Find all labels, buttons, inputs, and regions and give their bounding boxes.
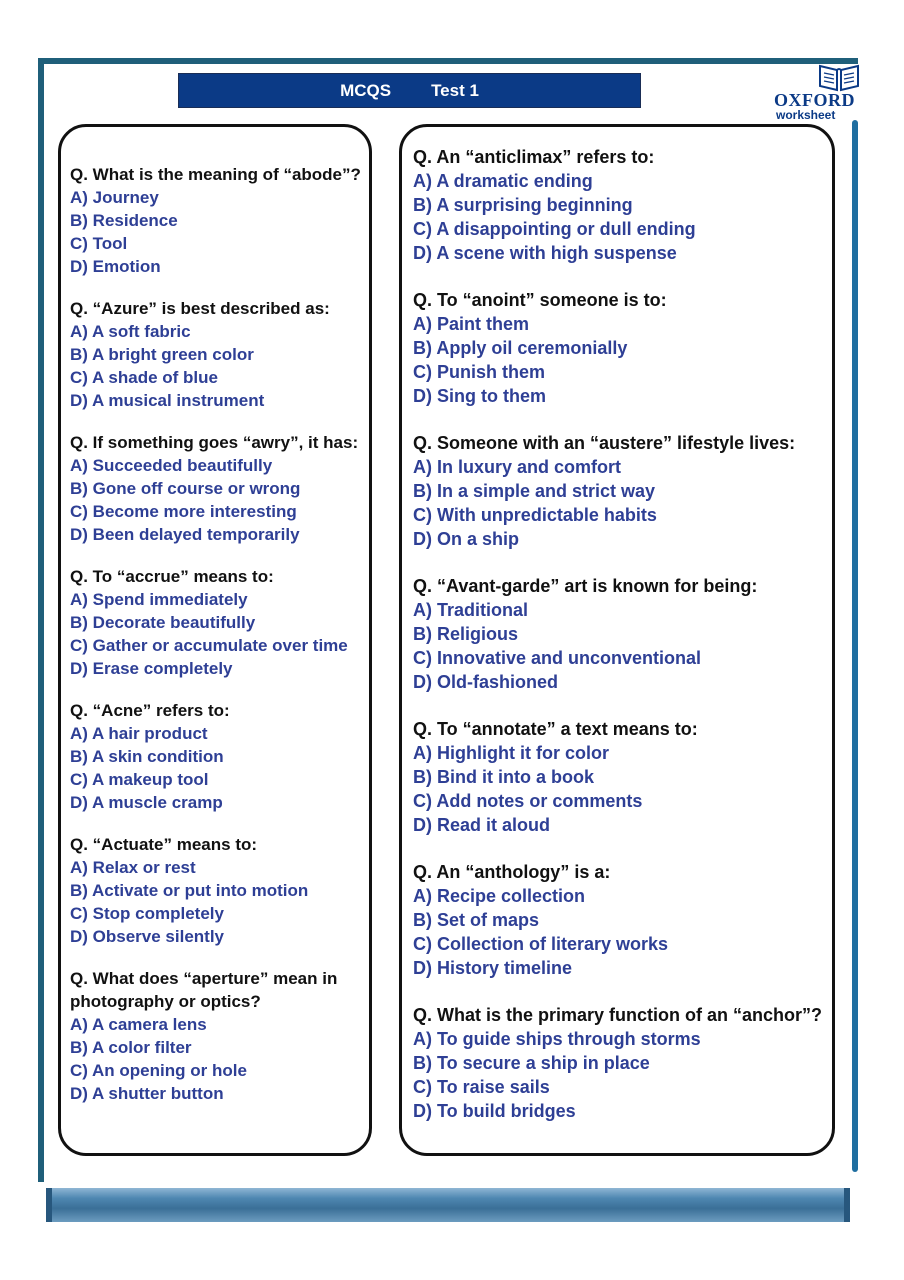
frame-top-border: [38, 58, 858, 64]
answer-option: C) A disappointing or dull ending: [413, 219, 696, 239]
question-block: [413, 288, 832, 408]
answer-option: B) Activate or put into motion: [70, 881, 309, 900]
answer-option: C) Tool: [70, 234, 128, 253]
answer-option: D) Read it aloud: [413, 815, 551, 835]
answer-option: C) An opening or hole: [70, 1061, 247, 1080]
answer-option: C) Gather or accumulate over time: [70, 636, 348, 655]
question-text: Q. What is the meaning of “abode”?: [70, 165, 361, 184]
question-text: Q. To “accrue” means to:: [70, 567, 274, 586]
answer-option: B) A skin condition: [70, 747, 224, 766]
frame-right-border: [852, 120, 858, 1172]
question-block: [70, 967, 369, 1105]
question-text: Q. “Actuate” means to:: [70, 835, 258, 854]
answer-option: D) A musical instrument: [70, 391, 265, 410]
title-mcqs: MCQS: [340, 80, 392, 100]
answer-option: B) Set of maps: [413, 910, 540, 930]
question-block: [70, 699, 369, 814]
answer-option: D) To build bridges: [413, 1101, 576, 1121]
title-test: Test 1: [431, 80, 479, 100]
answer-option: B) A color filter: [70, 1038, 192, 1057]
answer-option: D) Old-fashioned: [413, 672, 558, 692]
left-question-panel: [58, 124, 372, 1156]
footer-decorative-bar: [46, 1188, 850, 1222]
answer-option: B) Decorate beautifully: [70, 613, 256, 632]
question-text: Q. “Avant-garde” art is known for being:: [413, 576, 758, 596]
answer-option: D) A scene with high suspense: [413, 243, 677, 263]
answer-option: A) Traditional: [413, 600, 529, 620]
answer-option: A) Paint them: [413, 314, 530, 334]
answer-option: C) Stop completely: [70, 904, 224, 923]
question-block: [413, 717, 832, 837]
question-block: [70, 163, 369, 278]
question-text: Q. To “anoint” someone is to:: [413, 290, 667, 310]
answer-option: A) A hair product: [70, 724, 208, 743]
answer-option: A) Highlight it for color: [413, 743, 609, 763]
question-block: [413, 431, 832, 551]
question-text: Q. What is the primary function of an “anchor”?: [413, 1005, 823, 1025]
answer-option: B) To secure a ship in place: [413, 1053, 650, 1073]
answer-option: A) A camera lens: [70, 1015, 207, 1034]
question-block: [413, 145, 832, 265]
question-block: [70, 565, 369, 680]
answer-option: C) A shade of blue: [70, 368, 218, 387]
frame-left-border: [38, 58, 44, 1182]
question-block: [70, 833, 369, 948]
answer-option: A) Relax or rest: [70, 858, 196, 877]
right-question-panel: [399, 124, 835, 1156]
question-block: [413, 860, 832, 980]
answer-option: A) A soft fabric: [70, 322, 191, 341]
open-book-icon: [816, 60, 862, 94]
answer-option: C) Collection of literary works: [413, 934, 669, 954]
title-bar: [178, 73, 641, 108]
answer-option: A) Succeeded beautifully: [70, 456, 273, 475]
question-text: Q. If something goes “awry”, it has:: [70, 433, 359, 452]
answer-option: A) A dramatic ending: [413, 171, 593, 191]
question-text: Q. To “annotate” a text means to:: [413, 719, 698, 739]
answer-option: B) A bright green color: [70, 345, 254, 364]
question-block: [413, 1003, 832, 1123]
question-text: Q. “Acne” refers to:: [70, 701, 230, 720]
answer-option: C) To raise sails: [413, 1077, 550, 1097]
answer-option: B) Residence: [70, 211, 178, 230]
answer-option: D) Observe silently: [70, 927, 225, 946]
oxford-logo: [772, 60, 862, 122]
answer-option: B) Gone off course or wrong: [70, 479, 301, 498]
answer-option: B) Apply oil ceremonially: [413, 338, 628, 358]
answer-option: C) Add notes or comments: [413, 791, 643, 811]
answer-option: A) To guide ships through storms: [413, 1029, 701, 1049]
answer-option: D) Sing to them: [413, 386, 546, 406]
question-text: Q. “Azure” is best described as:: [70, 299, 330, 318]
answer-option: B) Religious: [413, 624, 519, 644]
answer-option: C) A makeup tool: [70, 770, 209, 789]
question-block: [70, 431, 369, 546]
answer-option: C) With unpredictable habits: [413, 505, 657, 525]
answer-option: C) Become more interesting: [70, 502, 297, 521]
question-block: [413, 574, 832, 694]
answer-option: D) Erase completely: [70, 659, 233, 678]
question-text: Q. An “anthology” is a:: [413, 862, 611, 882]
question-text: Q. Someone with an “austere” lifestyle lives:: [413, 433, 796, 453]
question-text: Q. An “anticlimax” refers to:: [413, 147, 655, 167]
logo-sub: worksheet: [776, 108, 836, 122]
answer-option: D) Been delayed temporarily: [70, 525, 300, 544]
question-text: Q. What does “aperture” mean in photography or optics?: [70, 969, 338, 1011]
answer-option: A) In luxury and comfort: [413, 457, 622, 477]
answer-option: B) A surprising beginning: [413, 195, 633, 215]
footer-bar-right-edge: [844, 1188, 850, 1222]
logo-brand: OXFORD: [774, 90, 855, 110]
answer-option: C) Punish them: [413, 362, 546, 382]
answer-option: A) Journey: [70, 188, 159, 207]
answer-option: C) Innovative and unconventional: [413, 648, 702, 668]
answer-option: A) Spend immediately: [70, 590, 248, 609]
question-block: [70, 297, 369, 412]
answer-option: D) Emotion: [70, 257, 161, 276]
answer-option: D) A shutter button: [70, 1084, 224, 1103]
answer-option: D) A muscle cramp: [70, 793, 223, 812]
answer-option: D) On a ship: [413, 529, 520, 549]
answer-option: B) In a simple and strict way: [413, 481, 656, 501]
answer-option: D) History timeline: [413, 958, 573, 978]
footer-bar-left-edge: [46, 1188, 52, 1222]
answer-option: A) Recipe collection: [413, 886, 586, 906]
answer-option: B) Bind it into a book: [413, 767, 594, 787]
